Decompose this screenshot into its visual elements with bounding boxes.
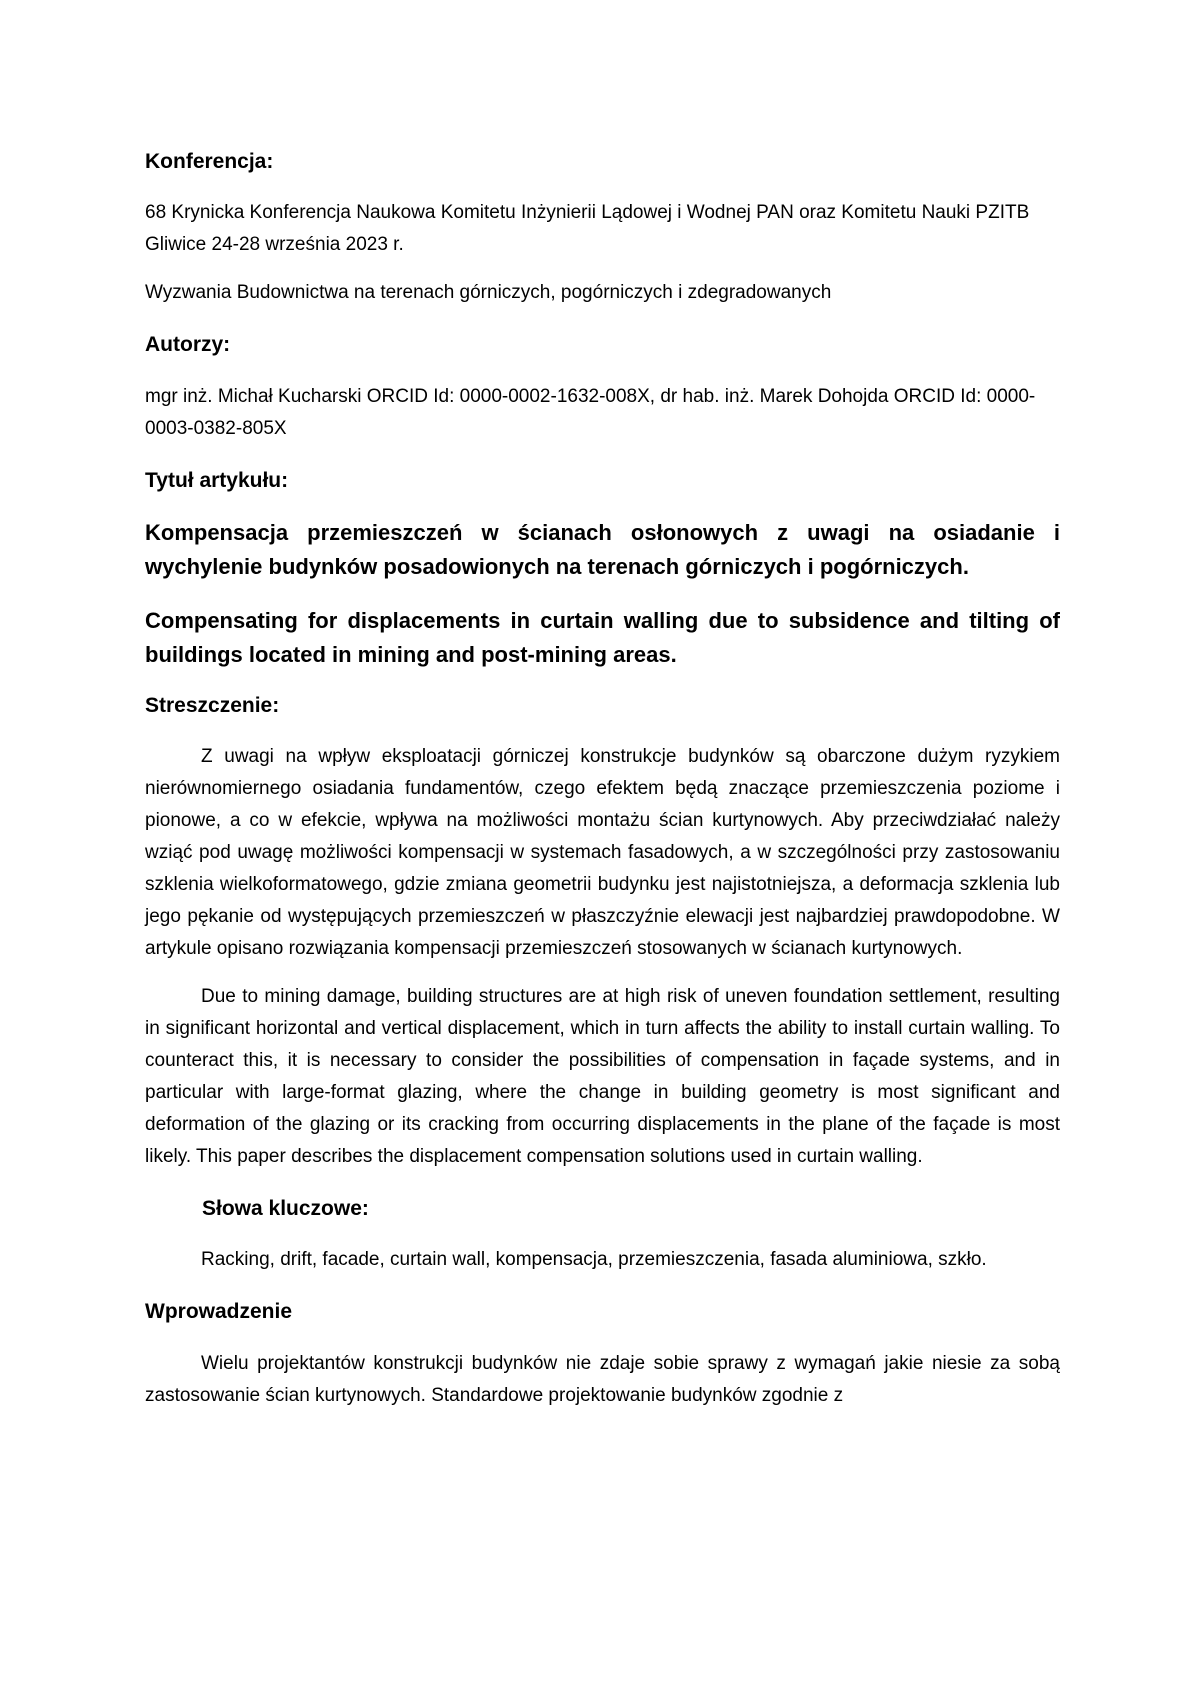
conference-name: 68 Krynicka Konferencja Naukowa Komitetu Inżynierii Lądowej i Wodnej PAN oraz Komitetu Nauki PZITB Gliwice 24-28 września 2023 r. [145, 202, 1030, 256]
conference-theme: Wyzwania Budownictwa na terenach górniczych, pogórniczych i zdegradowanych [145, 282, 832, 304]
introduction-text: Wielu projektantów konstrukcji budynków nie zdaje sobie sprawy z wymagań jakie niesie za sobą zastosowanie ścian kurtynowych. Standardowe projektowanie budynków zgodnie z [145, 1352, 1060, 1406]
article-title-label: Tytuł artykułu: [145, 468, 289, 492]
conference-label: Konferencja: [145, 150, 274, 173]
abstract-label: Streszczenie: [145, 693, 280, 717]
keywords-list: Racking, drift, facade, curtain wall, kompensacja, przemieszczenia, fasada aluminiowa, szkło. [201, 1249, 987, 1271]
keywords-label: Słowa kluczowe: [202, 1197, 369, 1221]
authors-label: Autorzy: [145, 333, 231, 357]
authors-list: mgr inż. Michał Kucharski ORCID Id: 0000-0002-1632-008X, dr hab. inż. Marek Dohojda ORCID Id: 0000-0003-0382-805X [145, 385, 1036, 439]
abstract-pl: Z uwagi na wpływ eksploatacji górniczej konstrukcje budynków są obarczone dużym ryzykiem nierównomiernego osiadania fundamentów, czego efektem będą znaczące przemieszczenia poziome i pionowe, a co w efekcie, wpływa na możliwości montażu ścian kurtynowych. Aby przeciwdziałać należy wziąć pod uwagę możliwości kompensacji w systemach fasadowych, a w szczególności przy zastosowaniu szklenia wielkoformatowego, gdzie zmiana geometrii budynku jest najistotniejsza, a deformacja szklenia lub jego pękanie od występujących przemieszczeń w płaszczyźnie elewacji jest najbardziej prawdopodobne. W artykule opisano rozwiązania kompensacji przemieszczeń stosowanych w ścianach kurtynowych. [145, 746, 1060, 960]
abstract-en: Due to mining damage, building structures are at high risk of uneven foundation settlement, resulting in significant horizontal and vertical displacement, which in turn affects the ability to install curtain walling. To counteract this, it is necessary to consider the possibilities of compensation in façade systems, and in particular with large-format glazing, where the change in building geometry is most significant and deformation of the glazing or its cracking from occurring displacements in the plane of the façade is most likely. This paper describes the displacement compensation solutions used in curtain walling. [145, 986, 1060, 1168]
article-title-en: Compensating for displacements in curtain walling due to subsidence and tilting of buildings located in mining and post-mining areas. [145, 607, 1060, 667]
introduction-heading: Wprowadzenie [145, 1300, 293, 1324]
article-title-pl: Kompensacja przemieszczeń w ścianach osłonowych z uwagi na osiadanie i wychylenie budynków posadowionych na terenach górniczych i pogórniczych. [145, 519, 1060, 579]
